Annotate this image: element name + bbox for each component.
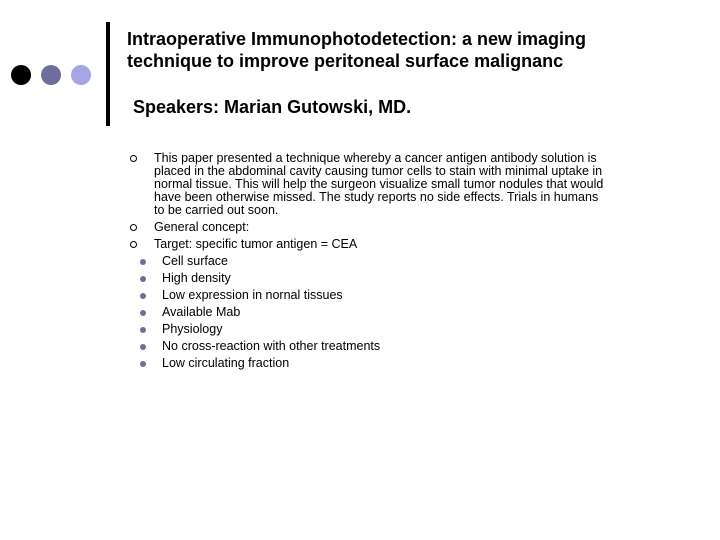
sub-item-available-mab [130,306,660,319]
sub-item-label: Low expression in nornal tissues [162,288,343,302]
decor-dot-icon-2 [41,65,61,85]
decor-dot-icon-3 [71,65,91,85]
title-line-2: technique to improve peritoneal surface malignanc [127,51,564,71]
bullet-item-2-text: General concept: [154,220,250,234]
sub-bullet-list [130,255,660,370]
filled-bullet-icon [140,327,146,333]
sub-item-no-cross-reaction [130,340,660,353]
bullet-item-3 [130,238,660,251]
filled-bullet-icon [140,344,146,350]
sub-item-label: No cross-reaction with other treatments [162,339,381,353]
sub-item-label: Physiology [162,322,223,336]
bullet-1-line-5: to be carried out soon. [154,203,279,217]
hollow-bullet-icon [130,224,137,231]
title-divider [106,22,110,126]
filled-bullet-icon [140,293,146,299]
sub-item-label: Low circulating fraction [162,356,290,370]
sub-item-physiology [130,323,660,336]
bullet-1-line-2: placed in the abdominal cavity causing tumor cells to stain with minimal uptake in [154,164,603,178]
bullet-item-1 [130,152,660,217]
filled-bullet-icon [140,361,146,367]
sub-item-low-circulating [130,357,660,370]
sub-item-cell-surface [130,255,660,268]
bullet-item-1-text [154,152,660,217]
slide-title [127,28,707,72]
decor-dot-icon-1 [11,65,31,85]
sub-item-low-expression [130,289,660,302]
hollow-bullet-icon [130,241,137,248]
bullet-1-line-4: have been otherwise missed. The study reports no side effects. Trials in humans [154,190,599,204]
sub-item-high-density [130,272,660,285]
sub-item-label: Available Mab [162,305,241,319]
speakers-line: Speakers: Marian Gutowski, MD. [133,97,412,117]
bullet-list [130,152,660,374]
bullet-item-3-text: Target: specific tumor antigen = CEA [154,237,358,251]
bullet-1-line-3: normal tissue. This will help the surgeon visualize small tumor nodules that would [154,177,604,191]
filled-bullet-icon [140,276,146,282]
filled-bullet-icon [140,259,146,265]
filled-bullet-icon [140,310,146,316]
sub-item-label: Cell surface [162,254,228,268]
bullet-1-line-1: This paper presented a technique whereby a cancer antigen antibody solution is [154,151,597,165]
bullet-item-2 [130,221,660,234]
title-line-1: Intraoperative Immunophotodetection: a new imaging [127,29,587,49]
hollow-bullet-icon [130,155,137,162]
sub-item-label: High density [162,271,231,285]
